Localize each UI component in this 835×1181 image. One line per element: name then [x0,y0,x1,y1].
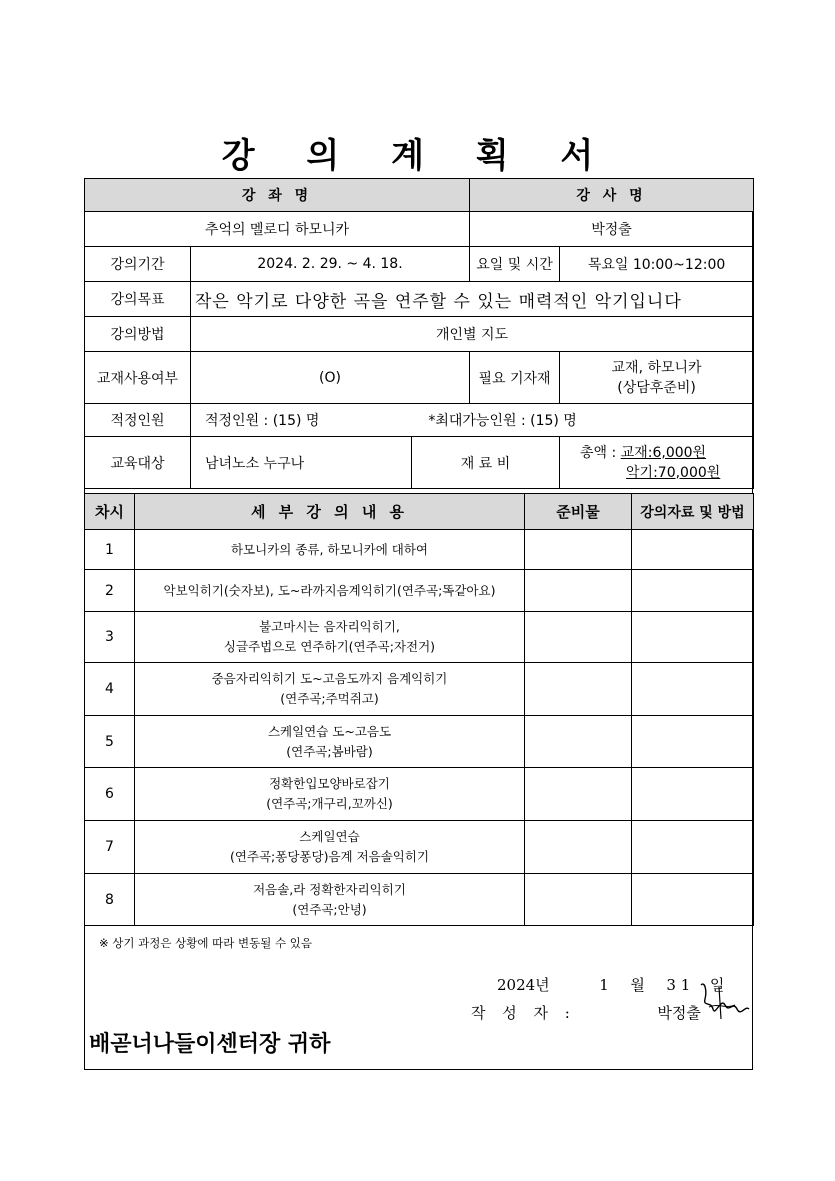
session-content [135,612,525,663]
session-prep [525,570,632,612]
session-content [135,570,525,612]
period-label: 강의기간 [85,247,191,282]
course-name-header: 강 좌 명 [85,179,470,212]
session-content [135,663,525,716]
session-number: 1 [85,530,135,570]
materials-value-line1: 교재, 하모니카 [611,359,702,376]
session-content-line2: 싱글주법으로 연주하기(연주곡;자전거) [223,639,436,654]
instructor-value: 박정출 [470,212,754,247]
materials-value [560,352,754,404]
schedule-label: 요일 및 시간 [470,247,560,282]
date-year: 2024년 [497,976,550,994]
method-value: 개인별 지도 [191,317,754,352]
signature-mark [697,979,757,1029]
session-resources [632,612,754,663]
session-resources [632,570,754,612]
session-prep [525,821,632,874]
session-number: 8 [85,874,135,926]
session-resources [632,663,754,716]
date-day: 3 1 [666,976,691,994]
session-prep [525,768,632,821]
prep-header: 준비물 [525,494,632,530]
session-content-line2: (연주곡;주먹쥐고) [280,691,379,706]
fee-label: 재 료 비 [412,437,560,489]
capacity-text: 적정인원 : (15) 명 [205,413,320,429]
instructor-header: 강 사 명 [470,179,754,212]
session-content-line1: 중음자리익히기 도~고음도까지 음계익히기 [211,671,448,686]
textbook-value: (O) [191,352,470,404]
session-number: 2 [85,570,135,612]
session-prep [525,874,632,926]
target-label: 교육대상 [85,437,191,489]
session-prep [525,716,632,768]
date-day-unit: 일 [709,976,725,994]
session-content-line1: 저음솔,라 정확한자리익히기 [253,881,406,897]
date-month: 1 [599,976,609,994]
method-label: 강의방법 [85,317,191,352]
session-content-line2: (연주곡;퐁당퐁당)음계 저음솔익히기 [229,849,430,864]
period-value: 2024. 2. 29. ~ 4. 18. [191,247,470,282]
session-content-line1: 불고마시는 음자리익히기, [259,619,400,634]
goal-label: 강의목표 [85,282,191,317]
materials-value-line2: (상담후준비) [617,379,696,396]
fee-value [560,437,754,489]
capacity-value [191,404,754,437]
session-resources [632,716,754,768]
session-resources [632,768,754,821]
author-name: 박정출 [657,1004,701,1022]
session-content-line2: (연주곡;개구리,꼬까신) [266,796,393,811]
session-content-line1: 정확한입모양바로잡기 [269,776,390,791]
schedule-value: 목요일 10:00~12:00 [560,247,754,282]
session-prep [525,663,632,716]
fee-textbook: 교재:6,000원 [620,444,707,461]
session-content [135,874,525,926]
sign-date [497,974,724,995]
date-month-unit: 월 [630,976,645,994]
session-prep [525,612,632,663]
session-content [135,530,525,570]
session-content [135,768,525,821]
fee-instrument: 악기:70,000원 [626,464,721,481]
goal-value: 작은 악기로 다양한 곡을 연주할 수 있는 매력적인 악기입니다 [191,282,754,317]
session-content-line1: 스케일연습 [299,829,360,844]
plan-sheet [84,178,753,1070]
resources-header: 강의자료 및 방법 [632,494,754,530]
info-table [84,178,754,489]
session-content-line2: (연주곡;안녕) [292,901,367,917]
document-title: 강 의 계 획 서 [221,136,614,176]
session-content-line1: 악보익히기(숫자보), 도~라까지음계익히기(연주곡;똑같아요) [163,582,496,598]
session-content-line1: 스케일연습 도~고음도 [267,723,392,739]
session-number: 4 [85,663,135,716]
max-capacity-text: *최대가능인원 : (15) 명 [428,413,577,429]
session-prep [525,530,632,570]
change-notice: ※ 상기 과정은 상황에 따라 변동될 수 있음 [99,936,312,950]
session-content-line2: (연주곡;봄바람) [286,743,373,759]
session-number: 7 [85,821,135,874]
recipient: 배곧너나들이센터장 귀하 [89,1032,331,1057]
target-value: 남녀노소 누구나 [191,437,412,489]
session-content-line1: 하모니카의 종류, 하모니카에 대하여 [230,541,429,557]
author-label: 작 성 자 : [471,1004,576,1022]
session-resources [632,874,754,926]
textbook-label: 교재사용여부 [85,352,191,404]
content-header: 세 부 강 의 내 용 [135,494,525,530]
fee-total-prefix: 총액 : [580,444,621,461]
capacity-label: 적정인원 [85,404,191,437]
materials-label: 필요 기자재 [470,352,560,404]
session-resources [632,821,754,874]
session-resources [632,530,754,570]
session-number: 3 [85,612,135,663]
session-content [135,821,525,874]
session-number: 5 [85,716,135,768]
author-line [471,1002,701,1023]
session-number: 6 [85,768,135,821]
detail-table [84,493,754,926]
session-header: 차시 [85,494,135,530]
course-name-value: 추억의 멜로디 하모니카 [85,212,470,247]
session-content [135,716,525,768]
